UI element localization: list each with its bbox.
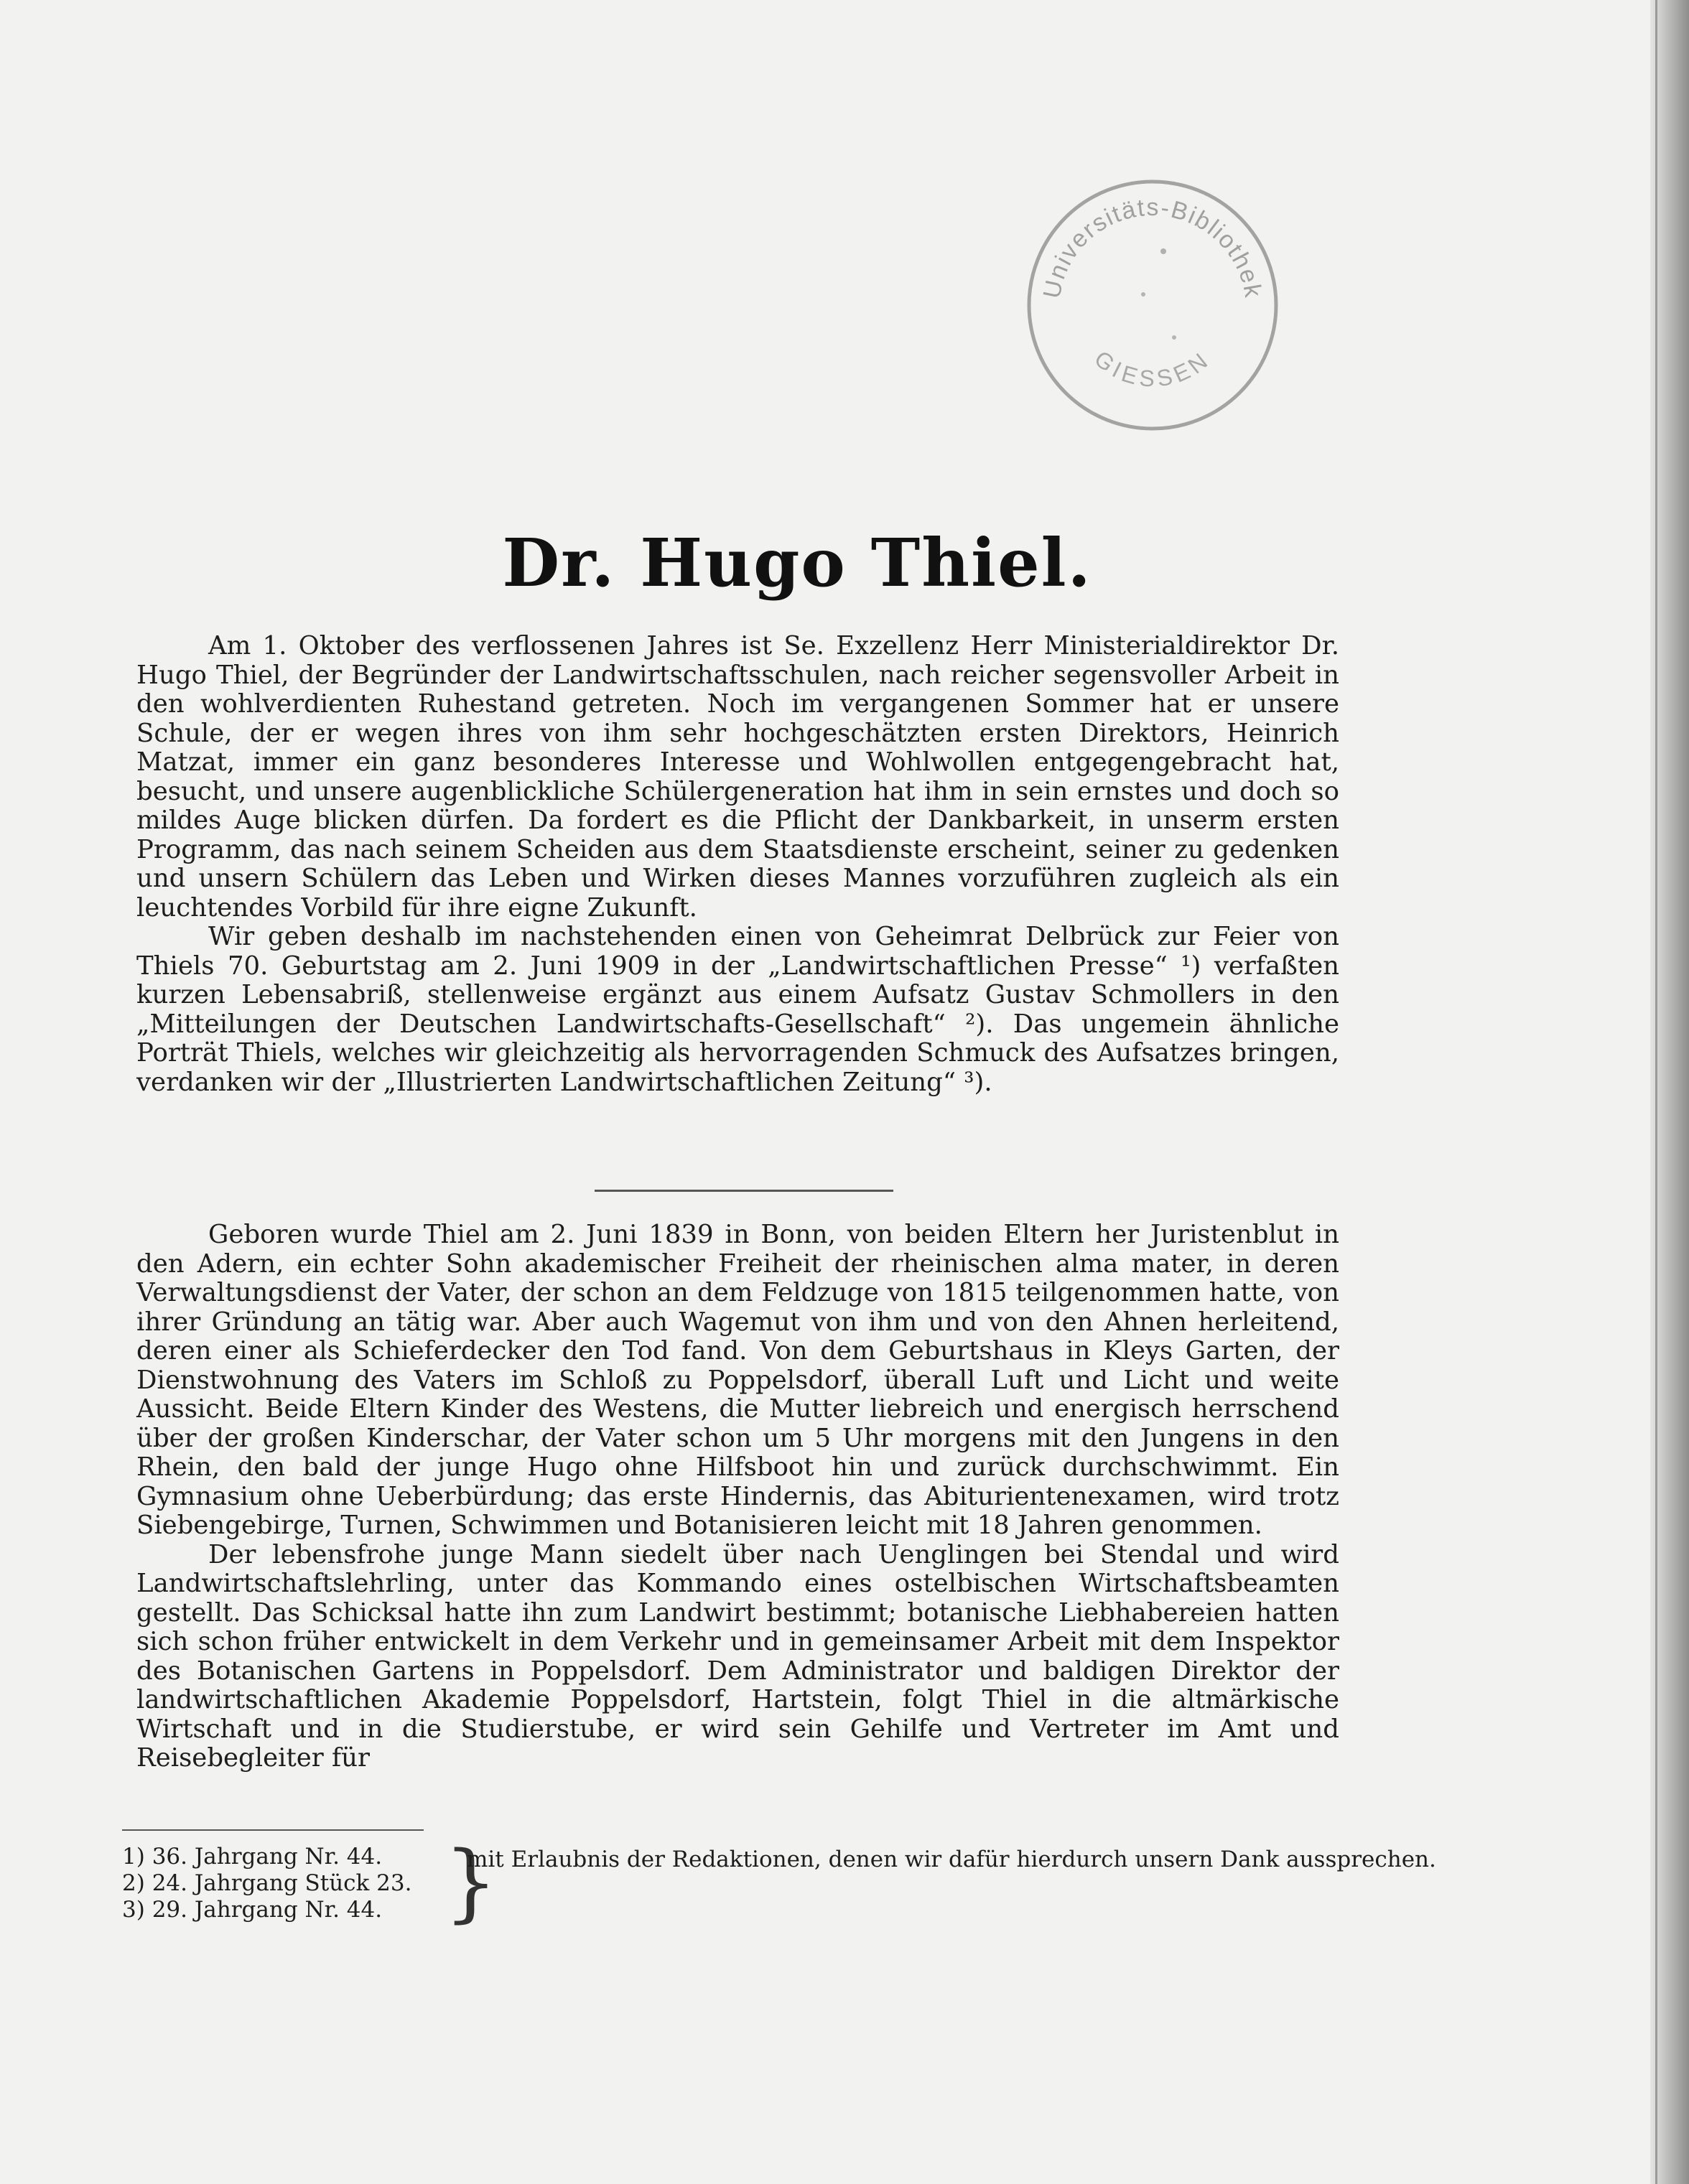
footnote-item [122,1844,445,1870]
page-edge-line [1655,0,1657,2184]
footnote-brace-icon: } [444,1832,498,1931]
page-title: Dr. Hugo Thiel. [502,524,1092,602]
footnote-text: 24. Jahrgang Stück 23. [152,1870,412,1896]
footnote-note: mit Erlaubnis der Redaktionen, denen wir dafür hierdurch unsern Dank aussprechen. [467,1847,1436,1872]
footnote-rule [122,1829,424,1831]
footnote-item [122,1870,445,1897]
footnote-item [122,1897,445,1923]
footnote-list [122,1844,445,1923]
footnote-mark: 2) [122,1870,145,1896]
footnote-text: 29. Jahrgang Nr. 44. [152,1897,383,1923]
stamp-text-top: Universitäts-Bibliothek [1038,193,1267,301]
section-divider [595,1190,893,1192]
footnote-mark: 3) [122,1897,145,1923]
footnote-mark: 1) [122,1844,145,1870]
bio-paragraph-1: Geboren wurde Thiel am 2. Juni 1839 in Bonn, von beiden Eltern her Juristenblut in den Adern, ein echter Sohn akademischer Freiheit der rheinischen alma mater, in deren Verwaltungsdienst der Vater, der schon an dem Feldzuge von 1815 teilgenommen hatte, von ihrer Gründung an tätig war. Aber auch Wagemut von ihm und von den Ahnen herleitend, deren einer als Schieferdecker den Tod fand. Von dem Geburtshaus in Kleys Garten, der Dienstwohnung des Vaters im Schloß zu Poppelsdorf, überall Luft und Licht und weite Aussicht. Beide Eltern Kinder des Westens, die Mutter liebreich und energisch herrschend über der großen Kinderschar, der Vater schon um 5 Uhr morgens mit den Jungens in den Rhein, den bald der junge Hugo ohne Hilfsboot hin und zurück durchschwimmt. Ein Gymnasium ohne Ueberbürdung; das erste Hindernis, das Abiturientenexamen, wird trotz Siebengebirge, Turnen, Schwimmen und Botanisieren leicht mit 18 Jahren genommen. [136,1220,1339,1540]
bio-paragraph-2: Der lebensfrohe junge Mann siedelt über nach Uenglingen bei Stendal und wird Landwirtschaftslehrling, unter das Kommando eines ostelbischen Wirtschaftsbeamten gestellt. Das Schicksal hatte ihn zum Landwirt bestimmt; botanische Liebhabereien hatten sich schon früher entwickelt in dem Verkehr und in gemeinsamer Arbeit mit dem Inspektor des Botanischen Gartens in Poppelsdorf. Dem Administrator und baldigen Direktor der landwirtschaftlichen Akademie Poppelsdorf, Hartstein, folgt Thiel in die altmärkische Wirtschaft und in die Studierstube, er wird sein Gehilfe und Vertreter im Amt und Reisebegleiter für [136,1539,1339,1773]
biography-section [136,1221,1339,1773]
intro-paragraph-2: Wir geben deshalb im nachstehenden einen von Geheimrat Delbrück zur Feier von Thiels 70. Geburtstag am 2. Juni 1909 in der „Landwirtschaftlichen Presse“ ¹) verfaßten kurzen Lebensabriß, stellenweise ergänzt aus einem Aufsatz Gustav Schmollers in den „Mitteilungen der Deutschen Landwirtschafts-Gesellschaft“ ²). Das ungemein ähnliche Porträt Thiels, welches wir gleichzeitig als hervorragenden Schmuck des Aufsatzes bringen, verdanken wir der „Illustrierten Landwirtschaftlichen Zeitung“ ³). [136,922,1339,1097]
stamp-text-bottom: GIESSEN [1089,345,1216,392]
footnote-text: 36. Jahrgang Nr. 44. [152,1844,383,1870]
intro-section [136,632,1339,1097]
intro-paragraph-1: Am 1. Oktober des verflossenen Jahres ist Se. Exzellenz Herr Ministerialdirektor Dr. Hugo Thiel, der Begründer der Landwirtschaftsschulen, nach reicher segensvoller Arbeit in den wohlverdienten Ruhestand getreten. Noch im vergangenen Sommer hat er unsere Schule, der er wegen ihres von ihm sehr hochgeschätzten ersten Direktors, Heinrich Matzat, immer ein ganz besonderes Interesse und Wohlwollen entgegengebracht hat, besucht, und unsere augenblickliche Schülergeneration hat ihm in sein ernstes und doch so mildes Auge blicken dürfen. Da fordert es die Pflicht der Dankbarkeit, in unserm ersten Programm, das nach seinem Scheiden aus dem Staatsdienste erscheint, seiner zu gedenken und unsern Schülern das Leben und Wirken dieses Mannes vorzuführen zugleich als ein leuchtendes Vorbild für ihre eigne Zukunft. [136,631,1339,923]
library-stamp [1020,172,1285,438]
